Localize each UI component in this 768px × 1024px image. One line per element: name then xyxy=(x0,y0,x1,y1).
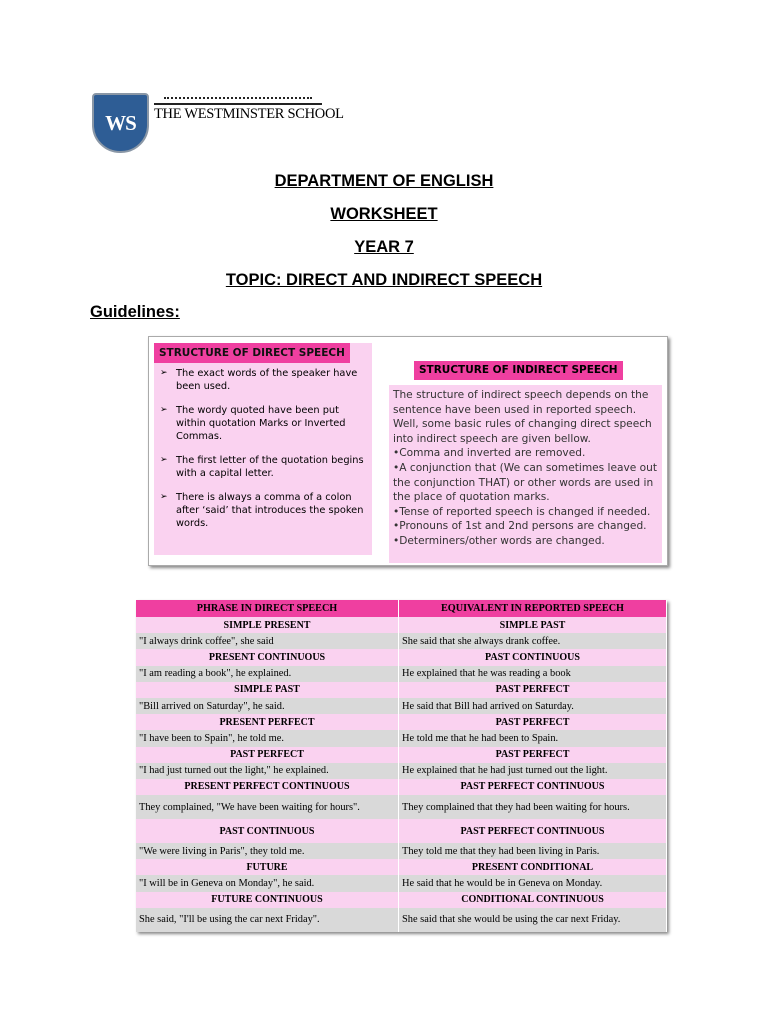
indirect-speech-title: STRUCTURE OF INDIRECT SPEECH xyxy=(414,361,623,380)
column-header: PHRASE IN DIRECT SPEECH xyxy=(136,600,399,617)
tense-label: PAST CONTINUOUS xyxy=(136,819,399,843)
structure-panel xyxy=(148,336,668,566)
topic-heading: TOPIC: DIRECT AND INDIRECT SPEECH xyxy=(225,271,543,289)
worksheet-heading: WORKSHEET xyxy=(330,205,438,223)
tense-label: PRESENT PERFECT xyxy=(136,714,399,730)
reported-example: They told me that they had been living in Paris. xyxy=(399,843,667,859)
reported-example: He explained that he had just turned out the light. xyxy=(399,763,667,779)
reported-example: She said that she would be using the car next Friday. xyxy=(399,908,667,932)
column-header: EQUIVALENT IN REPORTED SPEECH xyxy=(399,600,667,617)
indirect-text: The structure of indirect speech depends on the sentence have been used in reported speech. Well, some basic rules of changing direct speech into indirect speech are given bellow. xyxy=(393,389,652,445)
tense-label: PAST PERFECT xyxy=(399,714,667,730)
tense-label: FUTURE CONTINUOUS xyxy=(136,892,399,908)
table-header-row xyxy=(136,600,667,617)
reported-example: He said that he would be in Geneva on Monday. xyxy=(399,875,667,891)
direct-speech-box xyxy=(154,343,372,555)
school-name: THE WESTMINSTER SCHOOL xyxy=(154,106,344,122)
tense-row xyxy=(136,649,667,665)
tense-row xyxy=(136,819,667,843)
direct-speech-title: STRUCTURE OF DIRECT SPEECH xyxy=(154,343,350,363)
table-row xyxy=(136,698,667,714)
table-row xyxy=(136,908,667,932)
table-row xyxy=(136,843,667,859)
tense-row xyxy=(136,779,667,795)
table-row xyxy=(136,633,667,649)
reported-example: He said that Bill had arrived on Saturday. xyxy=(399,698,667,714)
direct-example: "I have been to Spain", he told me. xyxy=(136,730,399,746)
guidelines-heading: Guidelines: xyxy=(90,303,180,321)
direct-example: "We were living in Paris", they told me. xyxy=(136,843,399,859)
reported-example: They complained that they had been waiting for hours. xyxy=(399,795,667,819)
tense-label: CONDITIONAL CONTINUOUS xyxy=(399,892,667,908)
tense-label: SIMPLE PAST xyxy=(399,617,667,633)
direct-example: They complained, "We have been waiting for hours". xyxy=(136,795,399,819)
table-row xyxy=(136,795,667,819)
reported-example: He told me that he had been to Spain. xyxy=(399,730,667,746)
list-item: ➢ There is always a comma of a colon after ‘said’ that introduces the spoken words. xyxy=(158,491,370,530)
direct-example: "I had just turned out the light," he explained. xyxy=(136,763,399,779)
tense-label: SIMPLE PRESENT xyxy=(136,617,399,633)
tense-label: PRESENT CONDITIONAL xyxy=(399,859,667,875)
tense-row xyxy=(136,859,667,875)
table-row xyxy=(136,875,667,891)
tense-label: PAST PERFECT CONTINUOUS xyxy=(399,779,667,795)
direct-example: "I always drink coffee", she said xyxy=(136,633,399,649)
direct-speech-list xyxy=(158,367,370,541)
direct-example: "Bill arrived on Saturday", he said. xyxy=(136,698,399,714)
school-logo xyxy=(92,93,344,155)
direct-example: She said, "I'll be using the car next Friday". xyxy=(136,908,399,932)
reported-example: He explained that he was reading a book xyxy=(399,666,667,682)
tense-label: PRESENT CONTINUOUS xyxy=(136,649,399,665)
tense-label: FUTURE xyxy=(136,859,399,875)
tense-label: PAST PERFECT xyxy=(136,747,399,763)
tense-label: PAST PERFECT xyxy=(399,747,667,763)
speech-conversion-table xyxy=(136,600,667,932)
tense-row xyxy=(136,617,667,633)
arabic-script-logo xyxy=(154,95,322,105)
tense-label: PRESENT PERFECT CONTINUOUS xyxy=(136,779,399,795)
tense-label: PAST PERFECT CONTINUOUS xyxy=(399,819,667,843)
tense-row xyxy=(136,892,667,908)
tense-row xyxy=(136,747,667,763)
table-row xyxy=(136,666,667,682)
list-item: ➢ The wordy quoted have been put within quotation Marks or Inverted Commas. xyxy=(158,404,370,443)
list-item: ➢ The first letter of the quotation begins with a capital letter. xyxy=(158,454,370,480)
shield-icon: WS xyxy=(92,93,149,153)
indirect-rule: •Comma and inverted are removed. xyxy=(393,447,586,460)
indirect-speech-box xyxy=(389,385,662,563)
tense-label: PAST PERFECT xyxy=(399,682,667,698)
tense-row xyxy=(136,714,667,730)
year-heading: YEAR 7 xyxy=(354,238,414,256)
tense-row xyxy=(136,682,667,698)
direct-example: "I will be in Geneva on Monday", he said. xyxy=(136,875,399,891)
tense-label: PAST CONTINUOUS xyxy=(399,649,667,665)
reported-example: She said that she always drank coffee. xyxy=(399,633,667,649)
indirect-rule: •Pronouns of 1st and 2nd persons are changed. xyxy=(393,520,647,533)
table-row xyxy=(136,730,667,746)
tense-label: SIMPLE PAST xyxy=(136,682,399,698)
direct-example: "I am reading a book", he explained. xyxy=(136,666,399,682)
indirect-rule: •Tense of reported speech is changed if needed. xyxy=(393,505,651,518)
list-item: ➢ The exact words of the speaker have been used. xyxy=(158,367,370,393)
department-heading: DEPARTMENT OF ENGLISH xyxy=(274,172,494,190)
table-row xyxy=(136,763,667,779)
indirect-rule: •A conjunction that (We can sometimes leave out the conjunction THAT) or other words are used in the place of quotation marks. xyxy=(393,461,658,504)
indirect-rule: •Determiners/other words are changed. xyxy=(393,534,605,547)
